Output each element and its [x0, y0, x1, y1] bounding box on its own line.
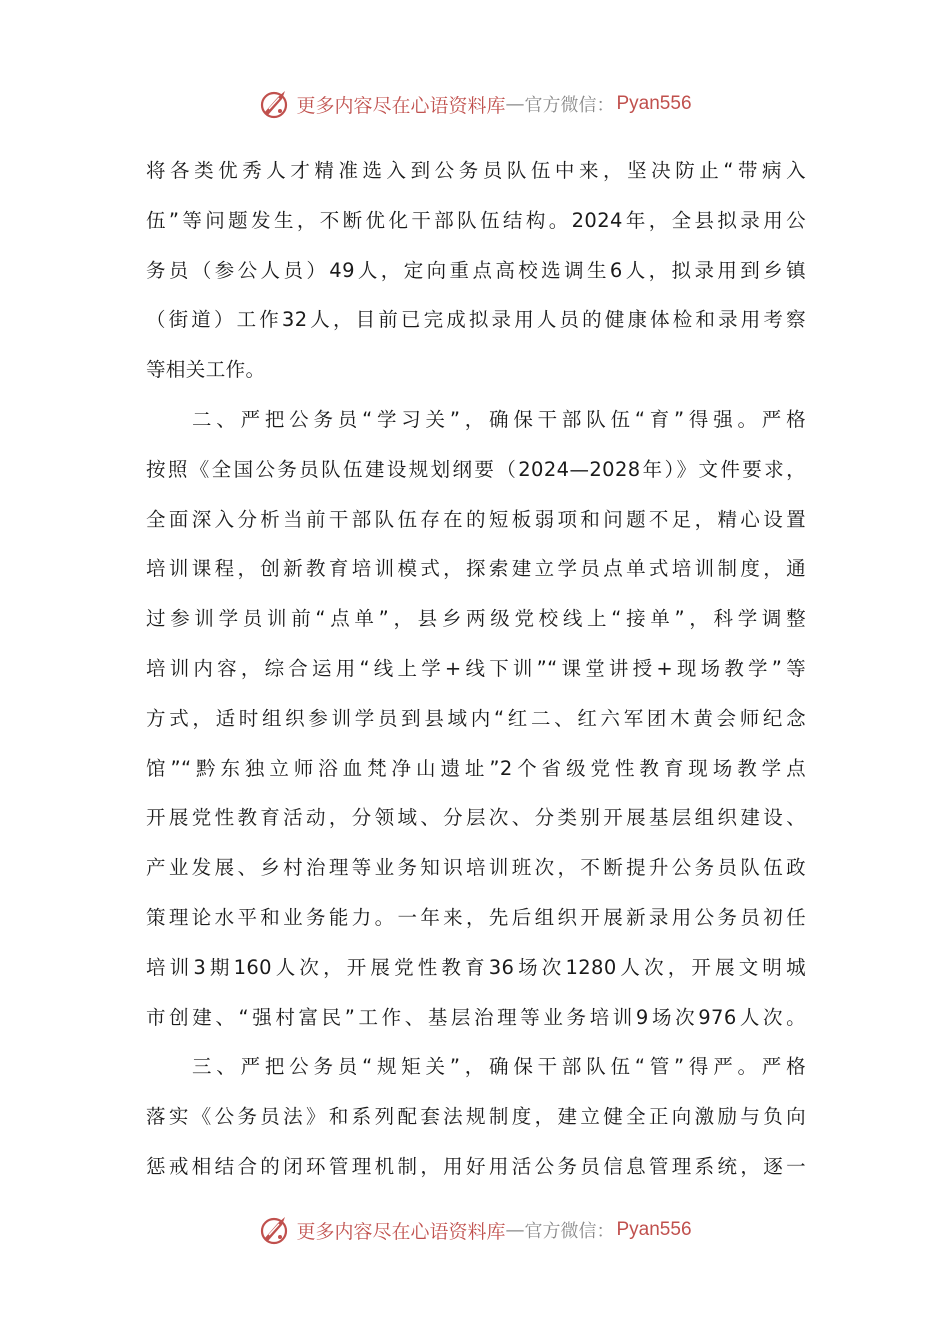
body-text-line: 务员（参公人员）49人，定向重点高校选调生6人，拟录用到乡镇 — [146, 258, 806, 282]
body-text-line: 馆”“黔东独立师浴血梵净山遗址”2个省级党性教育现场教学点 — [146, 756, 806, 780]
document-body — [146, 146, 806, 1192]
watermark-contact-id: Pyan556 — [616, 1219, 692, 1240]
body-text-line: （街道）工作32人，目前已完成拟录用人员的健康体检和录用考察 — [146, 308, 806, 332]
header-watermark — [0, 84, 950, 124]
footer-watermark — [0, 1210, 950, 1250]
watermark-contact-label: 官方微信： — [524, 95, 615, 116]
body-text-line: 培训内容，综合运用“线上学+线下训”“课堂讲授+现场教学”等 — [146, 656, 806, 680]
body-text-line: 市创建、“强村富民”工作、基层治理等业务培训9场次976人次。 — [146, 1005, 806, 1029]
body-text-line: 按照《全国公务员队伍建设规划纲要（2024—2028年）》文件要求， — [146, 457, 806, 481]
watermark-separator: — — [505, 93, 525, 115]
pen-nib-logo-icon — [258, 87, 292, 121]
body-text-line: 方式，适时组织参训学员到县域内“红二、红六军团木黄会师纪念 — [146, 706, 806, 730]
body-text-line: 伍”等问题发生，不断优化干部队伍结构。2024年，全县拟录用公 — [146, 208, 806, 232]
body-text-line: 策理论水平和业务能力。一年来，先后组织开展新录用公务员初任 — [146, 905, 806, 929]
watermark-brand-text: 更多内容尽在心语资料库 — [296, 94, 506, 117]
body-text-line: 等相关工作。 — [146, 358, 266, 382]
body-text-line: 产业发展、乡村治理等业务知识培训班次，不断提升公务员队伍政 — [146, 856, 806, 880]
watermark-brand-text: 更多内容尽在心语资料库 — [296, 1220, 506, 1243]
body-text-line: 过参训学员训前“点单”，县乡两级党校线上“接单”，科学调整 — [146, 607, 806, 631]
body-text-line: 惩戒相结合的闭环管理机制，用好用活公务员信息管理系统，逐一 — [146, 1154, 806, 1178]
body-text-line: 全面深入分析当前干部队伍存在的短板弱项和问题不足，精心设置 — [146, 507, 806, 531]
body-text-line: 将各类优秀人才精准选入到公务员队伍中来，坚决防止“带病入 — [146, 159, 806, 182]
body-text-line: 培训课程，创新教育培训模式，探索建立学员点单式培训制度，通 — [146, 557, 806, 581]
body-text-line: 培训3期160人次，开展党性教育36场次1280人次，开展文明城 — [146, 955, 806, 979]
watermark-contact-id: Pyan556 — [616, 93, 692, 114]
body-text-line: 开展党性教育活动，分领域、分层次、分类别开展基层组织建设、 — [146, 806, 806, 830]
body-text-line: 二、严把公务员“学习关”，确保干部队伍“育”得强。严格 — [192, 407, 806, 431]
pen-nib-logo-icon — [258, 1213, 292, 1247]
watermark-contact-label: 官方微信： — [524, 1221, 615, 1242]
body-text-line: 三、严把公务员“规矩关”，确保干部队伍“管”得严。严格 — [192, 1055, 806, 1079]
watermark-separator: — — [505, 1219, 525, 1241]
body-text-line: 落实《公务员法》和系列配套法规制度，建立健全正向激励与负向 — [146, 1105, 806, 1129]
